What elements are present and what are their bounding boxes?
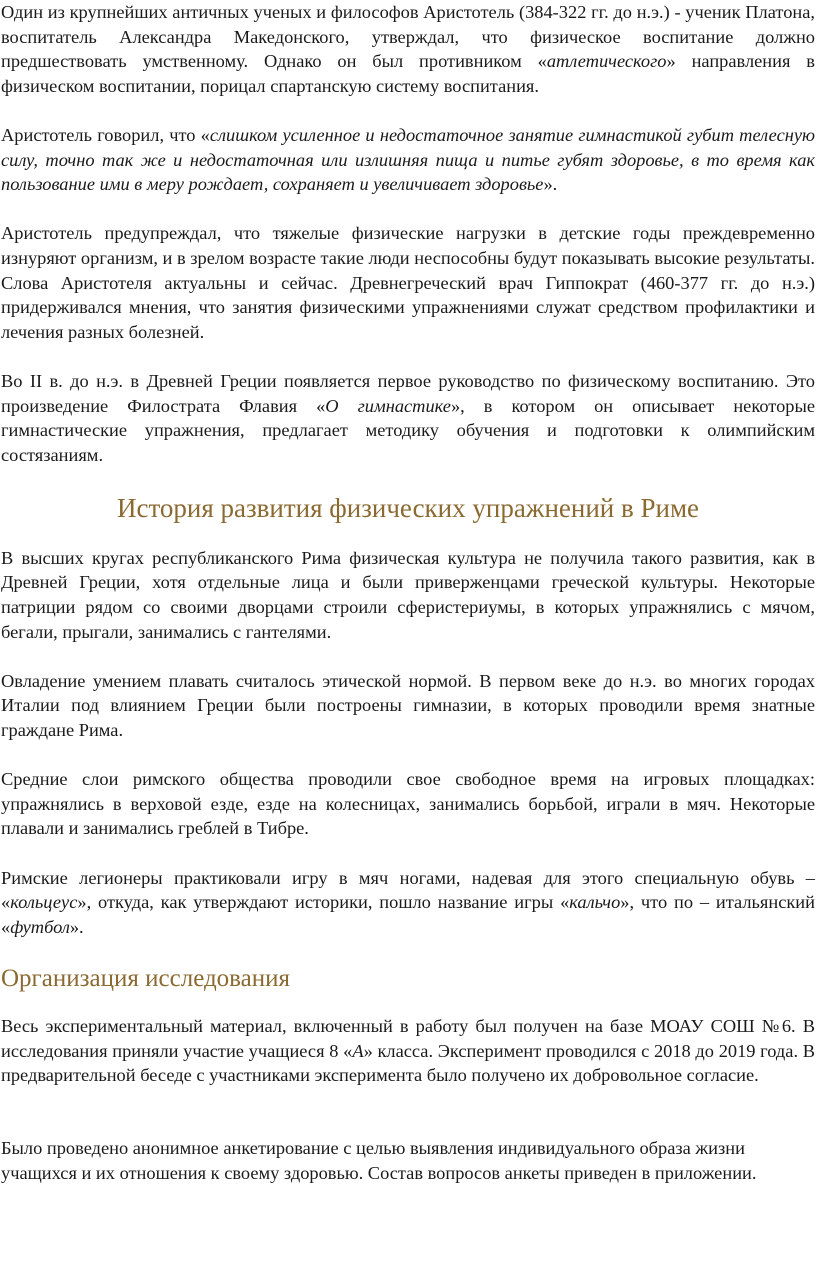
text-span: Римские легионеры практиковали игру в мяч ногами, надевая для этого специальную обувь – « [1, 867, 815, 913]
spacer [1, 1112, 815, 1136]
text-span: », откуда, как утверждают историки, пошло название игры « [77, 892, 570, 913]
paragraph-rome-swimming: Овладение умением плавать считалось этической нормой. В первом веке до н.э. во многих городах Италии под влиянием Греции были построены гимназии, в которых проводили время знатные граждане Рима. [1, 670, 815, 741]
paragraph-philostratus [1, 369, 815, 467]
text-span: » направления в физическом воспитании, порицал спартанскую систему воспитания. [1, 51, 815, 96]
text-span: Один из крупнейших античных ученых и философов Аристотель (384-322 гг. до н.э.) - ученик Платона, воспитатель Александра Македонского, утверждал, что физическое воспитание должно предшествовать умственному. Однако он был противником « [1, 2, 815, 72]
paragraph-aristotle-quote [1, 123, 815, 197]
paragraph-aristotle-warning: Аристотель предупреждал, что тяжелые физические нагрузки в детские годы преждевременно изнуряют организм, и в зрелом возрасте такие люди неспособны будут показывать высокие результаты. Слова Аристотеля актуальны и сейчас. Древнегреческий врач Гиппократ (460-377 гг. до н.э.) придерживался мнения, что занятия физическими упражнениями служат средством профилактики и лечения разных болезней. [1, 223, 815, 342]
italic-span: кальчо [569, 892, 621, 913]
italic-span: кольцеус [10, 892, 78, 913]
italic-span: футбол [10, 916, 70, 937]
italic-span: О гимнастике [325, 395, 451, 416]
text-span: Аристотель говорил, что « [1, 124, 210, 145]
text-span: Во II в. до н.э. в Древней Греции появляется первое руководство по физическому воспитанию. Это произведение Филострата Флавия « [1, 370, 815, 416]
paragraph-experiment-base [1, 1014, 815, 1088]
paragraph-rome-football [1, 866, 815, 940]
text-span: » класса. Эксперимент проводился с 2018 до 2019 года. В предварительной беседе с участниками эксперимента было получено их добровольное согласие. [1, 1040, 816, 1086]
text-span: », что по – итальянский « [1, 892, 815, 937]
text-span: », в котором он описывает некоторые гимнастические упражнения, предлагает методику обучения и подготовки к олимпийским состязаниям. [1, 395, 815, 465]
italic-span: А [352, 1040, 364, 1061]
paragraph-rome-elite: В высших кругах республиканского Рима физическая культура не получила такого развития, как в Древней Греции, хотя отдельные лица и были приверженцами греческой культуры. Некоторые патриции рядом со своими дворцами строили сферистериумы, в которых упражнялись с мячом, бегали, прыгали, занимались с гантелями. [1, 547, 815, 642]
heading-rome-history: История развития физических упражнений в Риме [116, 492, 700, 523]
text-span: ». [69, 916, 84, 937]
text-span: ». [543, 174, 558, 195]
paragraph-aristotle-intro [1, 0, 815, 98]
paragraph-rome-middle-class: Средние слои римского общества проводили свое свободное время на игровых площадках: упражнялись в верховой езде, езде на колесницах, занимались борьбой, играли в мяч. Некоторые плавали и занимались греблей в Тибре. [1, 769, 815, 839]
heading-research-organization: Организация исследования [1, 964, 291, 992]
paragraph-survey: Было проведено анонимное анкетирование с целью выявления индивидуального образа жизни учащихся и их отношения к своему здоровью. Состав вопросов анкеты приведен в приложении. [1, 1138, 757, 1183]
italic-span: слишком усиленное и недостаточное занятие гимнастикой губит телесную силу, точно так же и недостаточная или излишняя пища и питье губят здоровье, в то время как пользование ими в меру рождает, сохраняет и увеличивает здоровье [1, 124, 815, 195]
italic-span: атлетического [546, 51, 667, 72]
text-span: Весь экспериментальный материал, включенный в работу был получен на базе МОАУ СОШ №6. В исследования приняли участие учащиеся 8 « [1, 1015, 815, 1061]
